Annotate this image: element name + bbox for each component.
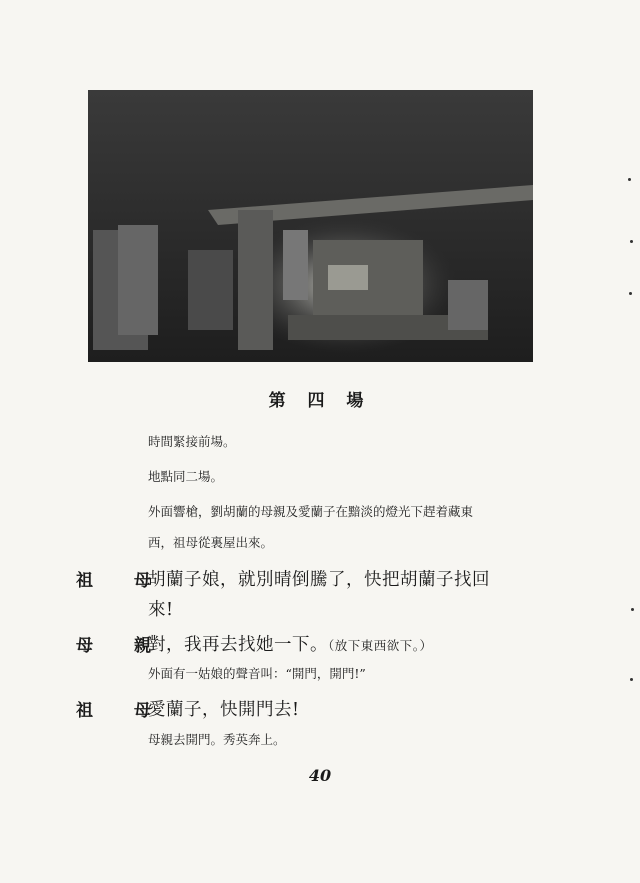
scene-title: 第 四 場 — [268, 391, 372, 411]
scan-speck — [631, 608, 634, 611]
stage-direction-offstage: 外面有一姑娘的聲音叫：“開門，開門!” — [148, 666, 366, 681]
speaker-grandmother: 祖 母 — [76, 701, 163, 721]
scan-speck — [630, 678, 633, 681]
stage-direction-time: 時間緊接前場。 — [148, 434, 236, 449]
scan-speck — [629, 292, 632, 295]
stage-direction-action: 外面響槍，劉胡蘭的母親及愛蘭子在黯淡的燈光下趕着藏東 — [148, 504, 474, 519]
speaker-mother: 母 親 — [76, 636, 163, 656]
stage-direction-action-cont: 西，祖母從裏屋出來。 — [148, 535, 274, 550]
stage-direction-place: 地點同二場。 — [148, 469, 224, 484]
dialogue-line — [148, 631, 433, 656]
page-number: 40 — [308, 766, 332, 785]
scan-speck — [628, 178, 631, 181]
speaker-grandmother: 祖 母 — [76, 571, 163, 591]
dialogue-text: 對，我再去找她一下。 — [148, 635, 328, 655]
stage-set-illustration — [88, 90, 533, 362]
dialogue-line-cont: 來! — [148, 600, 174, 620]
stage-direction-entrance: 母親去開門。秀英奔上。 — [148, 732, 286, 747]
dialogue-line: 愛蘭子，快開門去! — [148, 700, 300, 720]
dialogue-line: 胡蘭子娘，就別晴倒騰了，快把胡蘭子找回 — [148, 570, 490, 590]
scan-speck — [630, 240, 633, 243]
inline-stage-direction: （放下東西欲下。） — [328, 638, 433, 653]
